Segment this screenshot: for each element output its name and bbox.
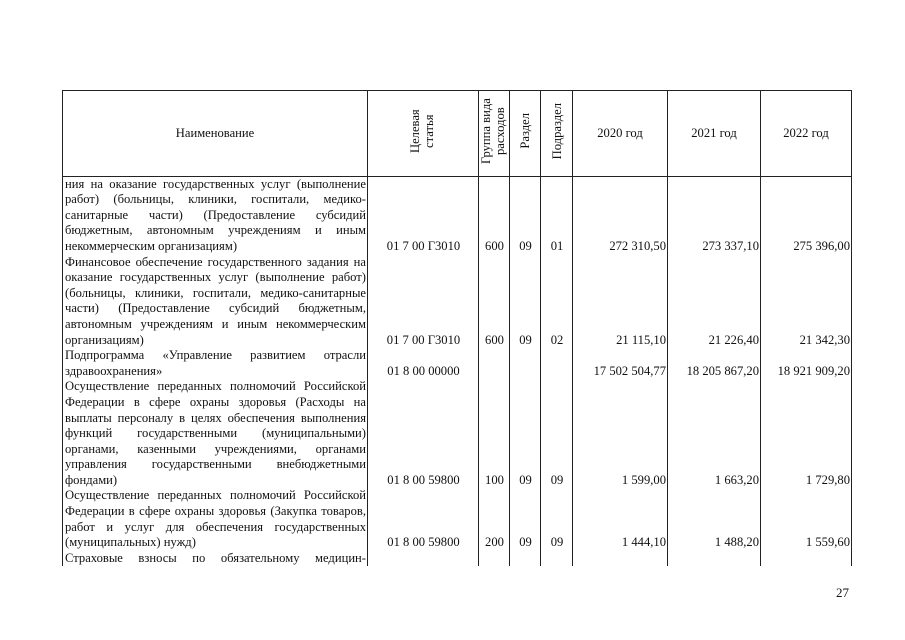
row-code: 01 8 00 00000 <box>368 348 479 379</box>
row-group <box>479 348 510 379</box>
row-2021: 273 337,10 <box>668 176 761 254</box>
row-group: 600 <box>479 255 510 349</box>
header-subsection: Подраздел <box>541 91 573 177</box>
row-subsection <box>541 348 573 379</box>
row-subsection: 09 <box>541 488 573 550</box>
row-group: 600 <box>479 176 510 254</box>
row-2021: 1 488,20 <box>668 488 761 550</box>
table-row <box>63 551 852 567</box>
row-code: 01 8 00 59800 <box>368 488 479 550</box>
row-section: 09 <box>510 176 541 254</box>
table-header-row <box>63 91 852 177</box>
row-2020: 1 599,00 <box>573 379 668 488</box>
table-row <box>63 176 852 254</box>
row-section: 09 <box>510 379 541 488</box>
budget-table <box>62 90 852 566</box>
table-row <box>63 488 852 550</box>
row-name: Подпрограмма «Управление развитием отрасли здравоохранения» <box>63 348 368 379</box>
row-code: 01 7 00 Г3010 <box>368 176 479 254</box>
row-section: 09 <box>510 255 541 349</box>
header-code: Целевая статья <box>368 91 479 177</box>
table-row <box>63 255 852 349</box>
row-2021: 1 663,20 <box>668 379 761 488</box>
header-2021: 2021 год <box>668 91 761 177</box>
row-2022: 21 342,30 <box>761 255 852 349</box>
row-name: Финансовое обеспечение государственного задания на оказание государственных услуг (выполнение работ) (больницы, клиники, госпитали, медико-санитарные части) (Предоставление субсидий бюджетным, автономным учреждениям и иным некоммерческим организациям) <box>63 255 368 349</box>
table-row <box>63 348 852 379</box>
row-code <box>368 551 479 567</box>
row-section: 09 <box>510 488 541 550</box>
row-section <box>510 551 541 567</box>
row-name: ния на оказание государственных услуг (выполнение работ) (больницы, клиники, госпитали, медико-санитарные части) (Предоставление субсидий бюджетным, автономным учреждениям и иным некоммерческим организациям) <box>63 176 368 254</box>
header-2022: 2022 год <box>761 91 852 177</box>
header-group: Группа вида расходов <box>479 91 510 177</box>
table-row <box>63 379 852 488</box>
header-name: Наименование <box>63 91 368 177</box>
row-name: Осуществление переданных полномочий Российской Федерации в сфере охраны здоровья (Закупка товаров, работ и услуг для обеспечения государственных (муниципальных) нужд) <box>63 488 368 550</box>
row-2020: 1 444,10 <box>573 488 668 550</box>
row-2021: 21 226,40 <box>668 255 761 349</box>
header-section: Раздел <box>510 91 541 177</box>
row-2021 <box>668 551 761 567</box>
row-group <box>479 551 510 567</box>
row-2022: 18 921 909,20 <box>761 348 852 379</box>
row-2020: 17 502 504,77 <box>573 348 668 379</box>
row-name: Страховые взносы по обязательному медицин- <box>63 551 368 567</box>
row-section <box>510 348 541 379</box>
row-subsection: 01 <box>541 176 573 254</box>
page-number: 27 <box>836 585 849 600</box>
header-2020: 2020 год <box>573 91 668 177</box>
row-name: Осуществление переданных полномочий Российской Федерации в сфере охраны здоровья (Расходы на выплаты персоналу в целях обеспечения выполнения функций государственными (муниципальными) органами, казенными учреждениями, органами управления государственными внебюджетными фондами) <box>63 379 368 488</box>
row-2020 <box>573 551 668 567</box>
row-2022: 1 729,80 <box>761 379 852 488</box>
row-code: 01 7 00 Г3010 <box>368 255 479 349</box>
row-group: 100 <box>479 379 510 488</box>
row-2020: 21 115,10 <box>573 255 668 349</box>
row-2022 <box>761 551 852 567</box>
row-code: 01 8 00 59800 <box>368 379 479 488</box>
row-2022: 275 396,00 <box>761 176 852 254</box>
row-2022: 1 559,60 <box>761 488 852 550</box>
row-2020: 272 310,50 <box>573 176 668 254</box>
row-group: 200 <box>479 488 510 550</box>
row-subsection <box>541 551 573 567</box>
row-subsection: 09 <box>541 379 573 488</box>
row-subsection: 02 <box>541 255 573 349</box>
row-2021: 18 205 867,20 <box>668 348 761 379</box>
